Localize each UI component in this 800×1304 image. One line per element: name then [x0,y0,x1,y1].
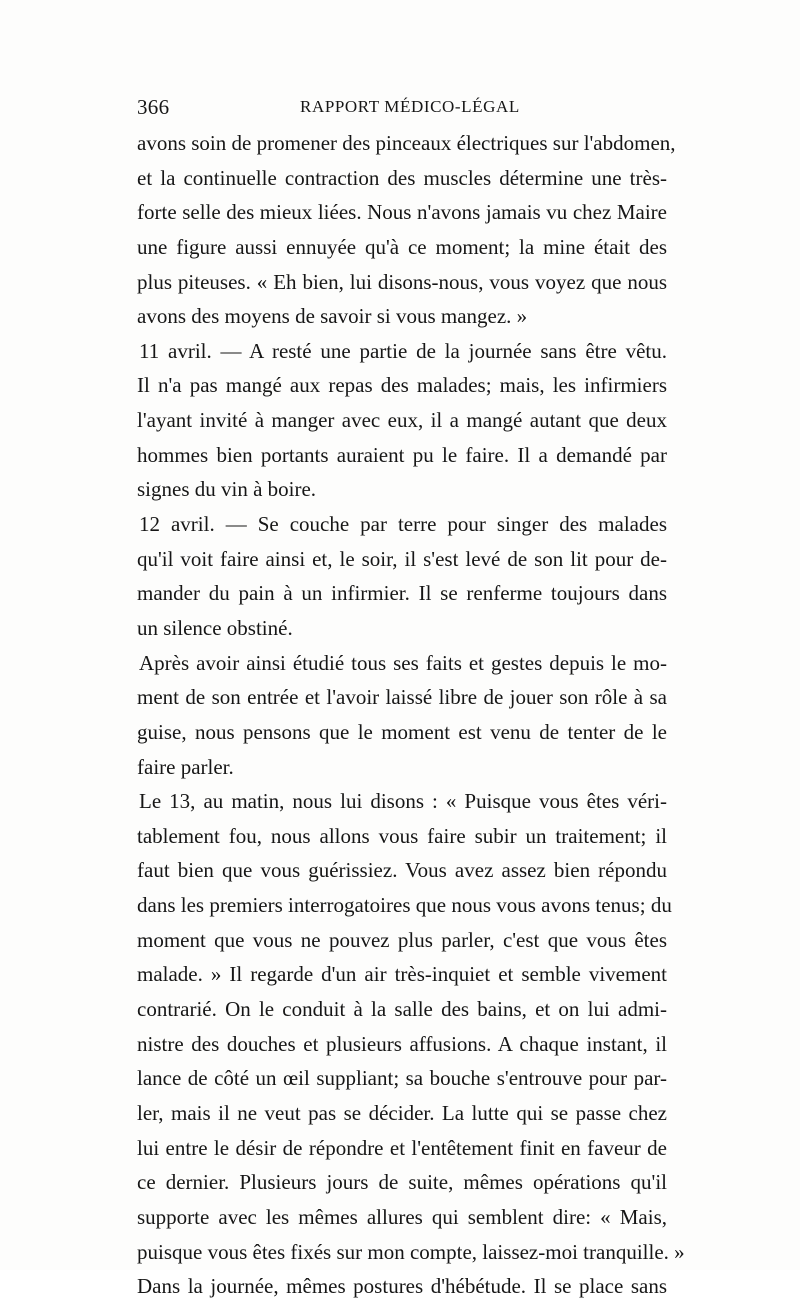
text-line: l'ayant invité à manger avec eux, il a mangé autant que deux [137,408,667,433]
text-line: avons soin de promener des pinceaux électriques sur l'abdomen, [137,131,676,155]
text-line: ler, mais il ne veut pas se décider. La lutte qui se passe chez [137,1100,667,1125]
text-line: plus piteuses. « Eh bien, lui disons-nous, vous voyez que nous [137,269,667,294]
text-line: faut bien que vous guérissiez. Vous avez assez bien répondu [137,858,667,883]
text-line: Le 13, au matin, nous lui disons : « Puisque vous êtes véri- [139,789,667,814]
text-line: 11 avril. — A resté une partie de la journée sans être vêtu. [139,338,667,363]
text-line: dans les premiers interrogatoires que nous vous avons tenus; du [137,893,672,918]
text-line: hommes bien portants auraient pu le faire. Il a demandé par [137,442,667,467]
text-line: qu'il voit faire ainsi et, le soir, il s'est levé de son lit pour de- [137,546,667,571]
text-line: puisque vous êtes fixés sur mon compte, laissez-moi tranquille. » [137,1239,685,1264]
text-line: signes du vin à boire. [137,477,317,502]
text-line: mander du pain à un infirmier. Il se renferme toujours dans [137,581,667,606]
text-line: avons des moyens de savoir si vous mangez. » [137,304,528,329]
text-line: Il n'a pas mangé aux repas des malades; mais, les infirmiers [137,373,667,398]
text-line: 12 avril. — Se couche par terre pour singer des malades [139,512,667,537]
running-head: RAPPORT MÉDICO-LÉGAL [300,97,520,116]
text-line: Dans la journée, mêmes postures d'hébétude. Il se place sans [137,1274,667,1299]
page-number: 366 [137,95,170,119]
text-line: un silence obstiné. [137,615,293,640]
text-line: guise, nous pensons que le moment est venu de tenter de le [137,719,667,744]
text-line: ment de son entrée et l'avoir laissé libre de jouer son rôle à sa [137,685,667,710]
text-line: une figure aussi ennuyée qu'à ce moment; la mine était des [137,234,667,259]
text-line: nistre des douches et plusieurs affusions. A chaque instant, il [137,1031,667,1056]
text-line: malade. » Il regarde d'un air très-inquiet et semble vivement [137,962,667,987]
body-text [137,126,685,1304]
text-line: et la continuelle contraction des muscles détermine une très- [137,165,667,190]
text-line: forte selle des mieux liées. Nous n'avons jamais vu chez Maire [137,200,667,225]
text-line: Après avoir ainsi étudié tous ses faits et gestes depuis le mo- [139,650,667,675]
text-line: lui entre le désir de répondre et l'entêtement finit en faveur de [137,1135,667,1160]
text-line: supporte avec les mêmes allures qui semblent dire: « Mais, [137,1204,667,1229]
page-header [137,95,667,121]
text-line: contrarié. On le conduit à la salle des bains, et on lui admi- [137,997,667,1022]
text-line: lance de côté un œil suppliant; sa bouche s'entrouve pour par- [137,1066,667,1091]
text-line: tablement fou, nous allons vous faire subir un traitement; il [137,823,667,848]
text-line: ce dernier. Plusieurs jours de suite, mêmes opérations qu'il [137,1170,667,1195]
text-line: faire parler. [137,754,234,779]
text-line: moment que vous ne pouvez plus parler, c'est que vous êtes [137,927,667,952]
